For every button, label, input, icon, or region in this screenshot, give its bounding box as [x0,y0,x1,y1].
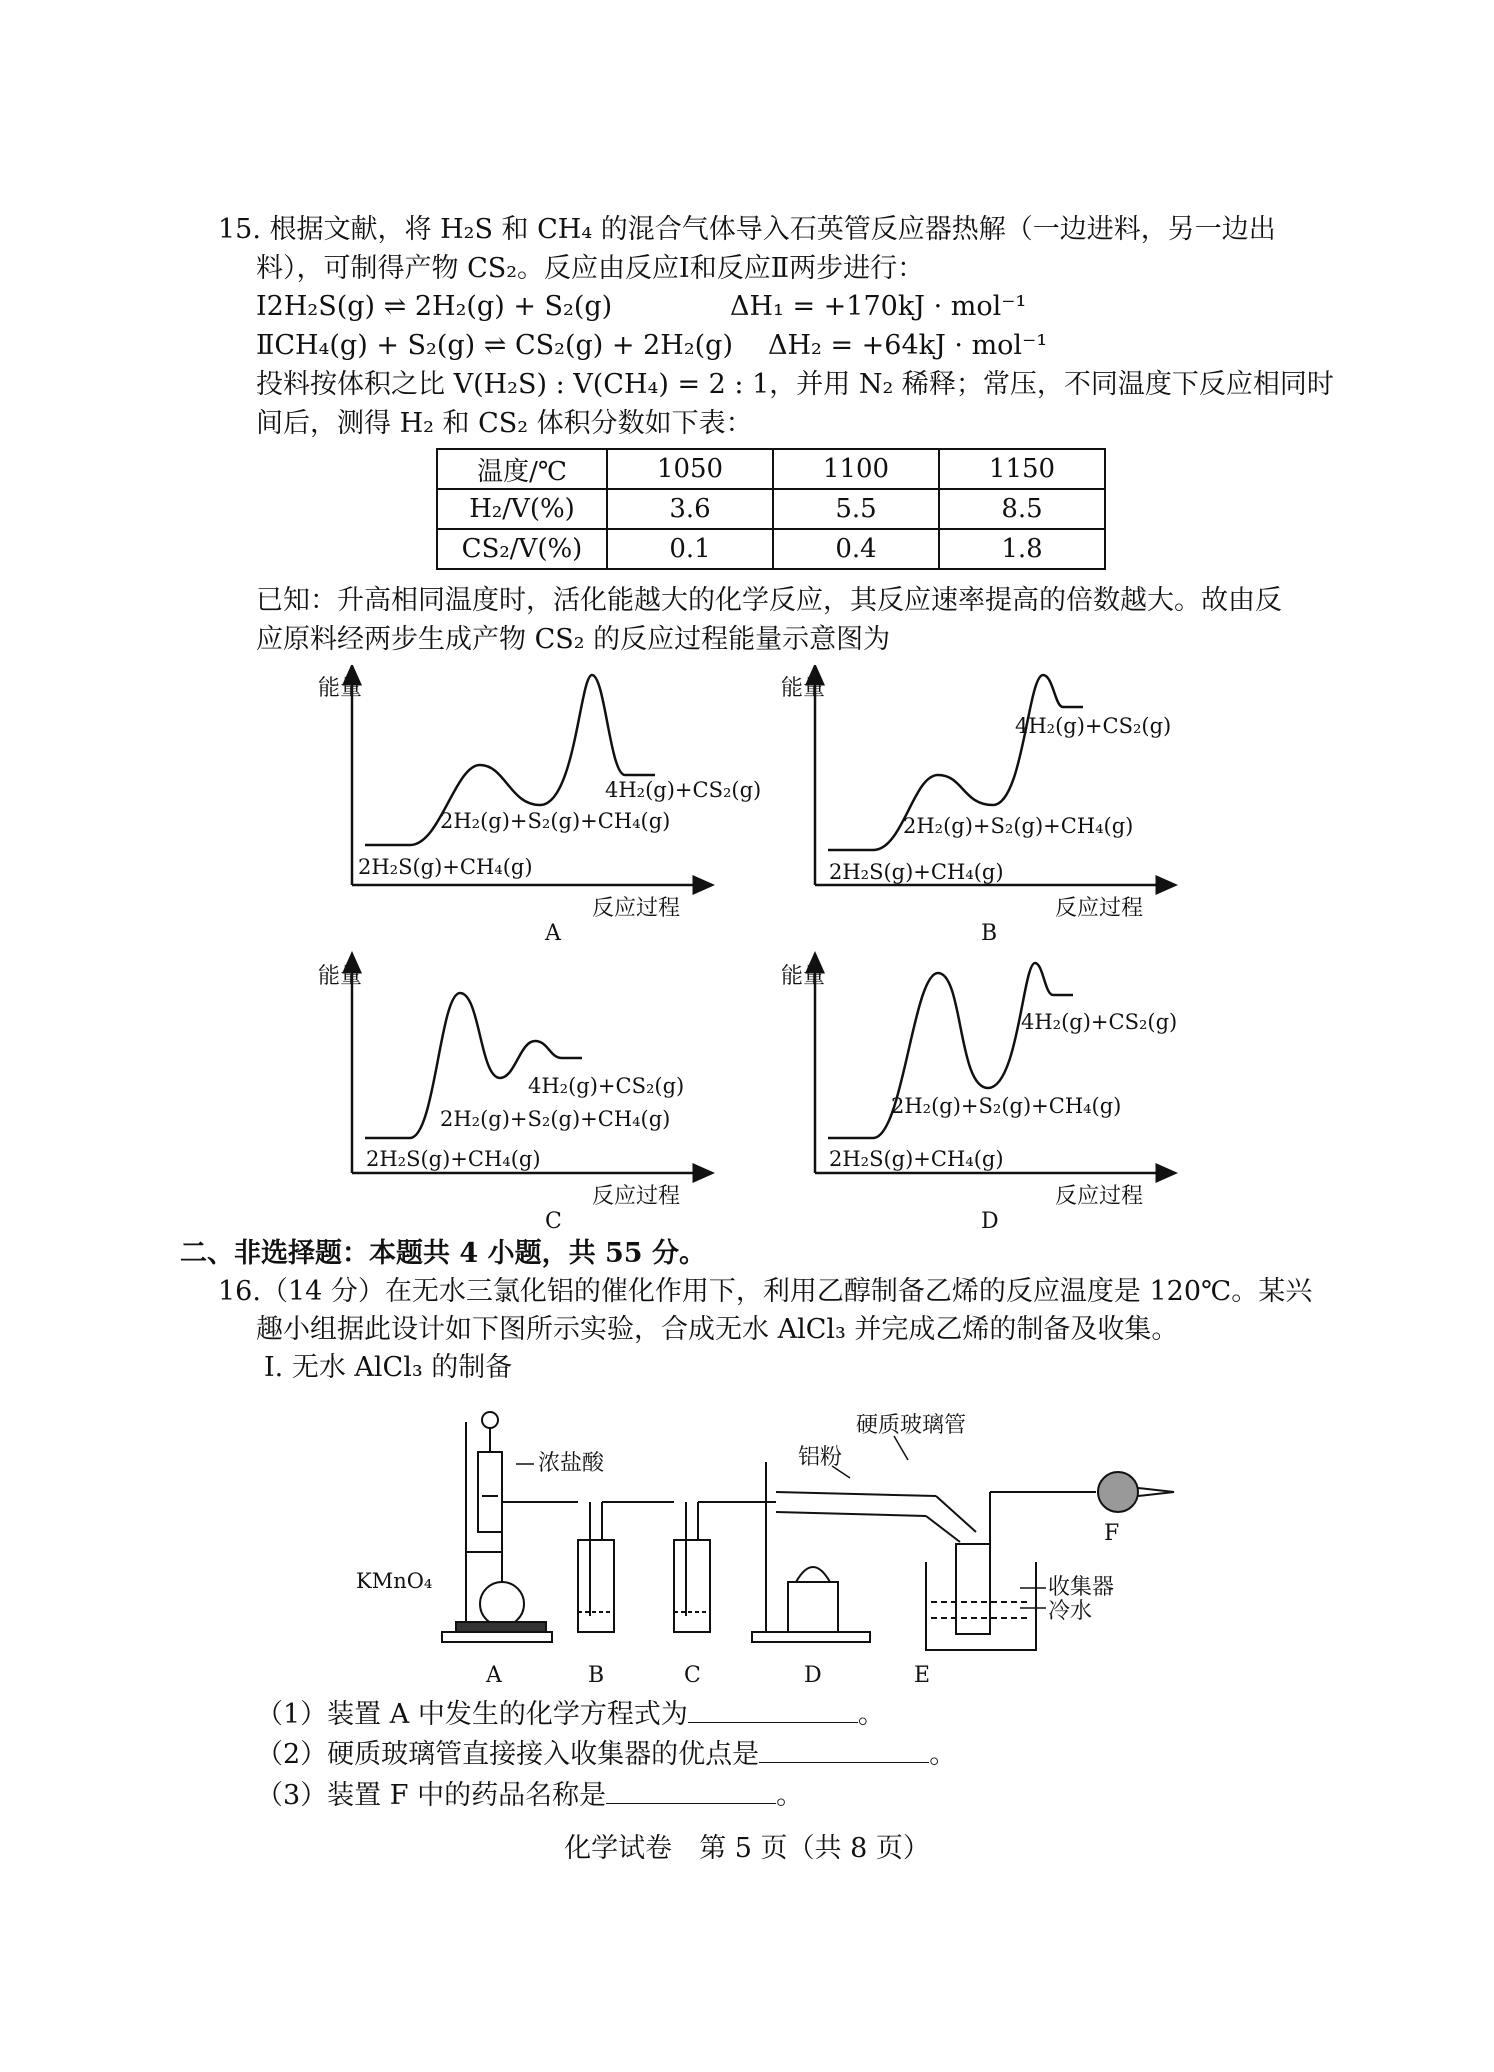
diagram-c [318,961,705,1234]
q16-sub2 [256,1737,956,1773]
answer-blank-1[interactable] [688,1698,858,1723]
reactant-label: 2H₂S(g)+CH₄(g) [829,860,1004,884]
table-header-row [437,449,1105,489]
apparatus-label-b: B [588,1663,605,1688]
table-cell: 5.5 [773,489,939,529]
period: 。 [857,1699,885,1730]
y-axis-label: 能量 [318,676,363,701]
intermediate-label: 2H₂(g)+S₂(g)+CH₄(g) [440,809,671,833]
x-axis-label: 反应过程 [592,896,681,921]
reactant-label: 2H₂S(g)+CH₄(g) [366,1147,541,1171]
q15-known1: 已知：升高相同温度时，活化能越大的化学反应，其反应速率提高的倍数越大。故由反 [256,585,1282,616]
product-label: 4H₂(g)+CS₂(g) [528,1074,685,1098]
answer-blank-2[interactable] [759,1738,929,1763]
table-row [437,529,1105,569]
q16-sub3 [256,1778,803,1814]
page-footer: 化学试卷 第 5 页（共 8 页） [564,1833,930,1864]
q15-eq1: Ⅰ2H₂S(g) ⇌ 2H₂(g) + S₂(g) [256,291,613,322]
table-cell: 8.5 [939,489,1105,529]
q15-line6: 间后，测得 H₂ 和 CS₂ 体积分数如下表： [256,408,753,439]
y-axis-label: 能量 [781,964,826,989]
apparatus-label-c: C [684,1663,701,1688]
table-cell: 1150 [939,449,1105,489]
x-axis-label: 反应过程 [1055,896,1144,921]
answer-blank-3[interactable] [606,1779,776,1804]
period: 。 [929,1739,957,1770]
table-cell: CS₂/V(%) [437,529,607,569]
apparatus-label-a: A [486,1663,502,1688]
option-label: D [981,1209,999,1234]
section-heading: 二、非选择题：本题共 4 小题，共 55 分。 [180,1238,706,1269]
energy-diagrams [300,665,1240,1240]
intermediate-label: 2H₂(g)+S₂(g)+CH₄(g) [891,1094,1122,1118]
x-axis-label: 反应过程 [1055,1184,1144,1209]
diagram-b [781,673,1171,946]
q15-dh2: ΔH₂ = +64kJ · mol⁻¹ [768,330,1048,361]
reactant-label: 2H₂S(g)+CH₄(g) [358,855,533,879]
q15-known2: 应原料经两步生成产物 CS₂ 的反应过程能量示意图为 [256,624,891,655]
intermediate-label: 2H₂(g)+S₂(g)+CH₄(g) [440,1107,671,1131]
q15-eq2: ⅡCH₄(g) + S₂(g) ⇌ CS₂(g) + 2H₂(g) [256,330,733,361]
hcl-label: 浓盐酸 [538,1451,605,1476]
option-label: C [545,1209,562,1234]
x-axis-label: 反应过程 [592,1184,681,1209]
q16-sub1 [256,1697,885,1733]
table-cell: 1050 [607,449,773,489]
table-cell: 1100 [773,449,939,489]
apparatus-label-e: E [914,1663,931,1688]
table-row [437,489,1105,529]
product-label: 4H₂(g)+CS₂(g) [1021,1010,1178,1034]
product-label: 4H₂(g)+CS₂(g) [605,778,762,802]
table-cell: 温度/℃ [437,449,607,489]
y-axis-label: 能量 [318,964,363,989]
diagram-d [781,961,1177,1234]
table-cell: 0.1 [607,529,773,569]
kmno4-label: KMnO₄ [356,1569,433,1593]
q15-line2: 料），可制得产物 CS₂。反应由反应Ⅰ和反应Ⅱ两步进行： [256,253,925,284]
collector-label: 收集器 [1048,1575,1115,1600]
q16-line2: 趣小组据此设计如下图所示实验，合成无水 AlCl₃ 并完成乙烯的制备及收集。 [256,1314,1179,1345]
table-cell: H₂/V(%) [437,489,607,529]
product-label: 4H₂(g)+CS₂(g) [1015,714,1172,738]
apparatus-label-d: D [804,1663,822,1688]
table-cell: 1.8 [939,529,1105,569]
q16-sub2-text: （2）硬质玻璃管直接接入收集器的优点是 [256,1739,760,1770]
reactant-label: 2H₂S(g)+CH₄(g) [829,1147,1004,1171]
period: 。 [776,1780,804,1811]
apparatus-label-f: F [1104,1521,1120,1546]
table-cell: 3.6 [607,489,773,529]
intermediate-label: 2H₂(g)+S₂(g)+CH₄(g) [903,814,1134,838]
glass-tube-label: 硬质玻璃管 [856,1413,967,1438]
q16-sub1-text: （1）装置 A 中发生的化学方程式为 [256,1699,688,1730]
data-table [436,448,1106,570]
option-label: B [981,921,998,946]
apparatus-diagram [356,1392,1186,1697]
cold-water-label: 冷水 [1048,1599,1093,1624]
al-powder-label: 铝粉 [798,1445,843,1470]
q15-line5: 投料按体积之比 V(H₂S) : V(CH₄) = 2 : 1，并用 N₂ 稀释；常压，不同温度下反应相同时 [256,369,1334,400]
q16-sub3-text: （3）装置 F 中的药品名称是 [256,1780,607,1811]
q15-line1: 15. 根据文献，将 H₂S 和 CH₄ 的混合气体导入石英管反应器热解（一边进料，另一边出 [218,214,1276,245]
option-label: A [545,921,561,946]
table-cell: 0.4 [773,529,939,569]
y-axis-label: 能量 [781,676,826,701]
diagram-a [318,673,761,946]
q16-part1: Ⅰ. 无水 AlCl₃ 的制备 [264,1352,513,1383]
q15-dh1: ΔH₁ = +170kJ · mol⁻¹ [730,291,1027,322]
q16-line1: 16.（14 分）在无水三氯化铝的催化作用下，利用乙醇制备乙烯的反应温度是 120℃。某兴 [218,1276,1313,1307]
